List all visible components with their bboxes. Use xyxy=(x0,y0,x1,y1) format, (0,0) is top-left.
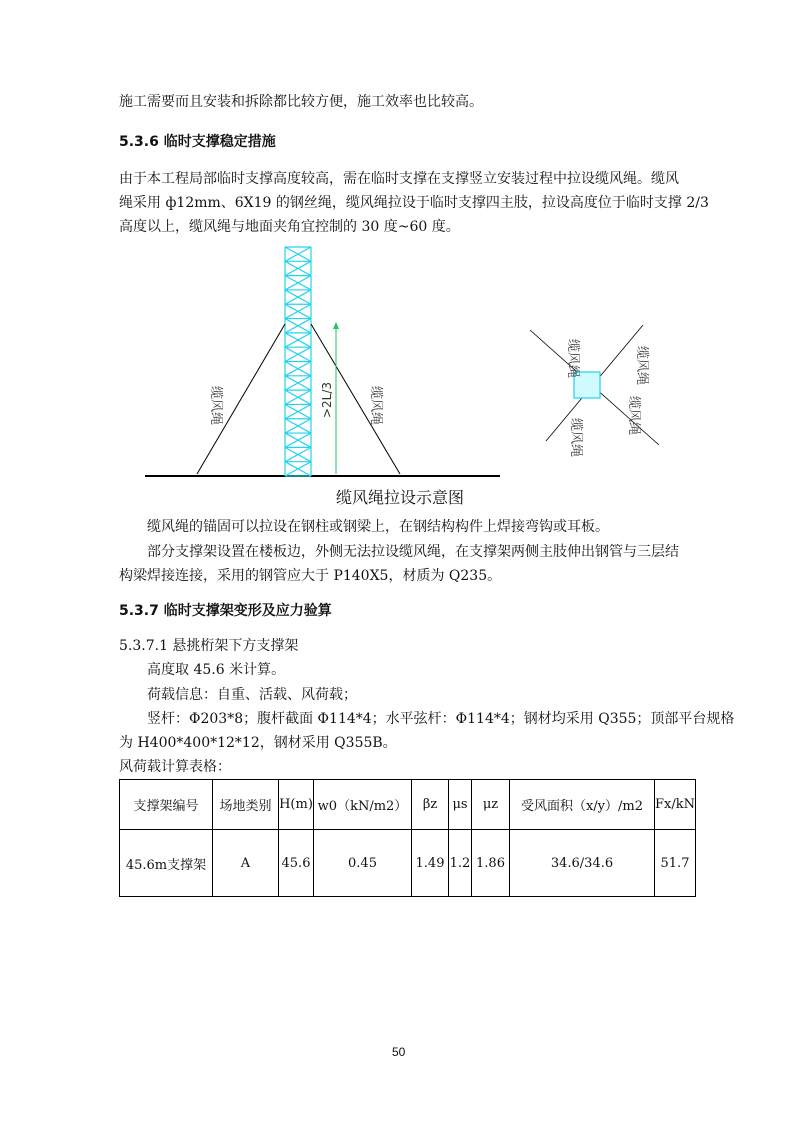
table-cell: 51.7 xyxy=(655,830,696,897)
paragraph-line: 构梁焊接连接，采用的钢管应大于 P140X5，材质为 Q235。 xyxy=(119,568,502,584)
rope-label-left: 缆风绳 xyxy=(208,386,223,426)
dimension-arrow-icon xyxy=(333,322,339,329)
plan-rope-label-se: 缆风绳 xyxy=(626,396,641,436)
table-cell: 45.6m支撑架 xyxy=(120,830,213,897)
guy-rope-diagram xyxy=(0,0,800,520)
paragraph-loads: 荷载信息：自重、活载、风荷载； xyxy=(147,687,357,703)
paragraph-line: 绳采用 ф12mm、6X19 的钢丝绳，缆风绳拉设于临时支撑四主肢，拉设高度位于临时支撑 2/3 xyxy=(119,195,709,211)
plan-rope-label-ne: 缆风绳 xyxy=(634,346,649,386)
paragraph-line: 高度以上，缆风绳与地面夹角宜控制的 30 度~60 度。 xyxy=(119,219,460,235)
table-cell: 1.2 xyxy=(449,830,472,897)
plan-rope-label-nw: 缆风绳 xyxy=(565,339,580,379)
temporary-support-tower xyxy=(285,247,311,476)
table-cell: A xyxy=(213,830,279,897)
table-intro: 风荷载计算表格： xyxy=(119,759,231,775)
plan-rope-label-sw: 缆风绳 xyxy=(568,418,583,458)
table-header-cell: 支撑架编号 xyxy=(120,780,213,830)
table-header-cell: βz xyxy=(412,780,449,830)
height-label: >2L/3 xyxy=(320,381,334,419)
table-header-cell: Fx/kN xyxy=(655,780,696,830)
paragraph-anchor: 缆风绳的锚固可以拉设在钢柱或钢梁上，在钢结构构件上焊接弯钩或耳板。 xyxy=(147,519,609,535)
paragraph-intro-end: 施工需要而且安装和拆除都比较方便，施工效率也比较高。 xyxy=(119,94,483,110)
paragraph-line: 部分支撑架设置在楼板边，外侧无法拉设缆风绳，在支撑架两侧主肢伸出钢管与三层结 xyxy=(147,544,679,560)
table-header-row xyxy=(120,780,696,830)
paragraph-line: 由于本工程局部临时支撑高度较高，需在临时支撑在支撑竖立安装过程中拉设缆风绳。缆风 xyxy=(119,171,679,187)
section-heading-5-3-7: 5.3.7 临时支撑架变形及应力验算 xyxy=(119,603,332,619)
table-header-cell: w0（kN/m2） xyxy=(314,780,412,830)
table-cell: 34.6/34.6 xyxy=(510,830,655,897)
table-header-cell: μs xyxy=(449,780,472,830)
table-header-cell: 受风面积（x/y）/m2 xyxy=(510,780,655,830)
section-heading-5-3-6: 5.3.6 临时支撑稳定措施 xyxy=(119,134,276,150)
diagram-caption: 缆风绳拉设示意图 xyxy=(335,488,465,507)
table-row xyxy=(120,830,696,897)
wind-load-table xyxy=(119,779,696,897)
table-cell: 1.86 xyxy=(472,830,510,897)
table-header-cell: H(m) xyxy=(279,780,314,830)
table-header-cell: 场地类别 xyxy=(213,780,279,830)
page-number: 50 xyxy=(392,1045,406,1059)
subsection-heading-5-3-7-1: 5.3.7.1 悬挑桁架下方支撑架 xyxy=(119,638,299,654)
paragraph-line: 为 H400*400*12*12，钢材采用 Q355B。 xyxy=(119,735,397,751)
paragraph-line: 竖杆：Φ203*8；腹杆截面 Φ114*4；水平弦杆：Φ114*4；钢材均采用 Q355；顶部平台规格 xyxy=(147,711,735,727)
table-cell: 0.45 xyxy=(314,830,412,897)
rope-label-right: 缆风绳 xyxy=(368,386,383,426)
paragraph-height: 高度取 45.6 米计算。 xyxy=(147,662,286,678)
table-cell: 1.49 xyxy=(412,830,449,897)
table-header-cell: μz xyxy=(472,780,510,830)
table-cell: 45.6 xyxy=(279,830,314,897)
